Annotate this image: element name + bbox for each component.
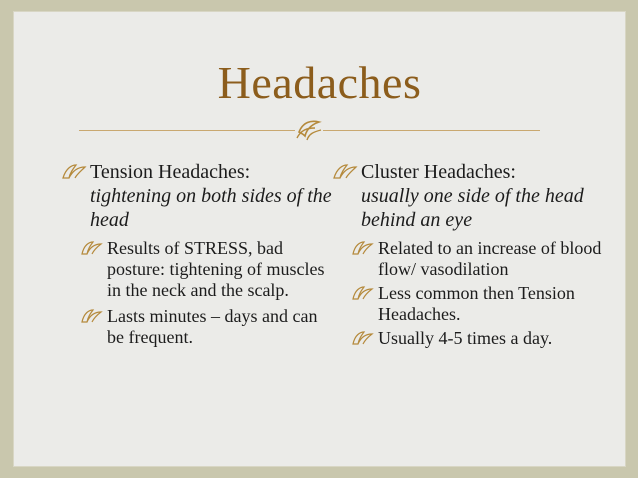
tension-heading: Tension Headaches: xyxy=(90,161,251,183)
point-text: Related to an increase of blood flow/ vasodilation xyxy=(378,238,602,279)
tension-description: tightening on both sides of the head xyxy=(90,185,332,231)
list-item xyxy=(333,238,613,280)
point-text: Results of STRESS, bad posture: tightening of muscles in the neck and the scalp. xyxy=(107,238,325,300)
double-leaf-bullet-icon xyxy=(352,241,373,255)
double-leaf-bullet-icon xyxy=(62,164,86,180)
leaf-flourish-icon xyxy=(295,118,323,142)
double-leaf-bullet-icon xyxy=(81,309,102,323)
double-leaf-bullet-icon xyxy=(352,331,373,345)
tension-headaches-column xyxy=(62,160,337,348)
tension-headaches-item xyxy=(62,160,337,232)
cluster-description: usually one side of the head behind an eye xyxy=(361,185,584,231)
list-item xyxy=(62,306,337,348)
slide-title: Headaches xyxy=(217,57,422,108)
point-text: Less common then Tension Headaches. xyxy=(378,283,575,324)
double-leaf-bullet-icon xyxy=(333,164,357,180)
double-leaf-bullet-icon xyxy=(81,241,102,255)
cluster-headaches-column xyxy=(333,160,613,349)
list-item xyxy=(333,328,613,349)
cluster-heading: Cluster Headaches: xyxy=(361,161,516,183)
cluster-headaches-item xyxy=(333,160,613,232)
double-leaf-bullet-icon xyxy=(352,286,373,300)
point-text: Lasts minutes – days and can be frequent. xyxy=(107,306,318,347)
list-item xyxy=(333,283,613,325)
slide-panel xyxy=(13,11,626,467)
point-text: Usually 4-5 times a day. xyxy=(378,328,553,348)
list-item xyxy=(62,238,337,301)
